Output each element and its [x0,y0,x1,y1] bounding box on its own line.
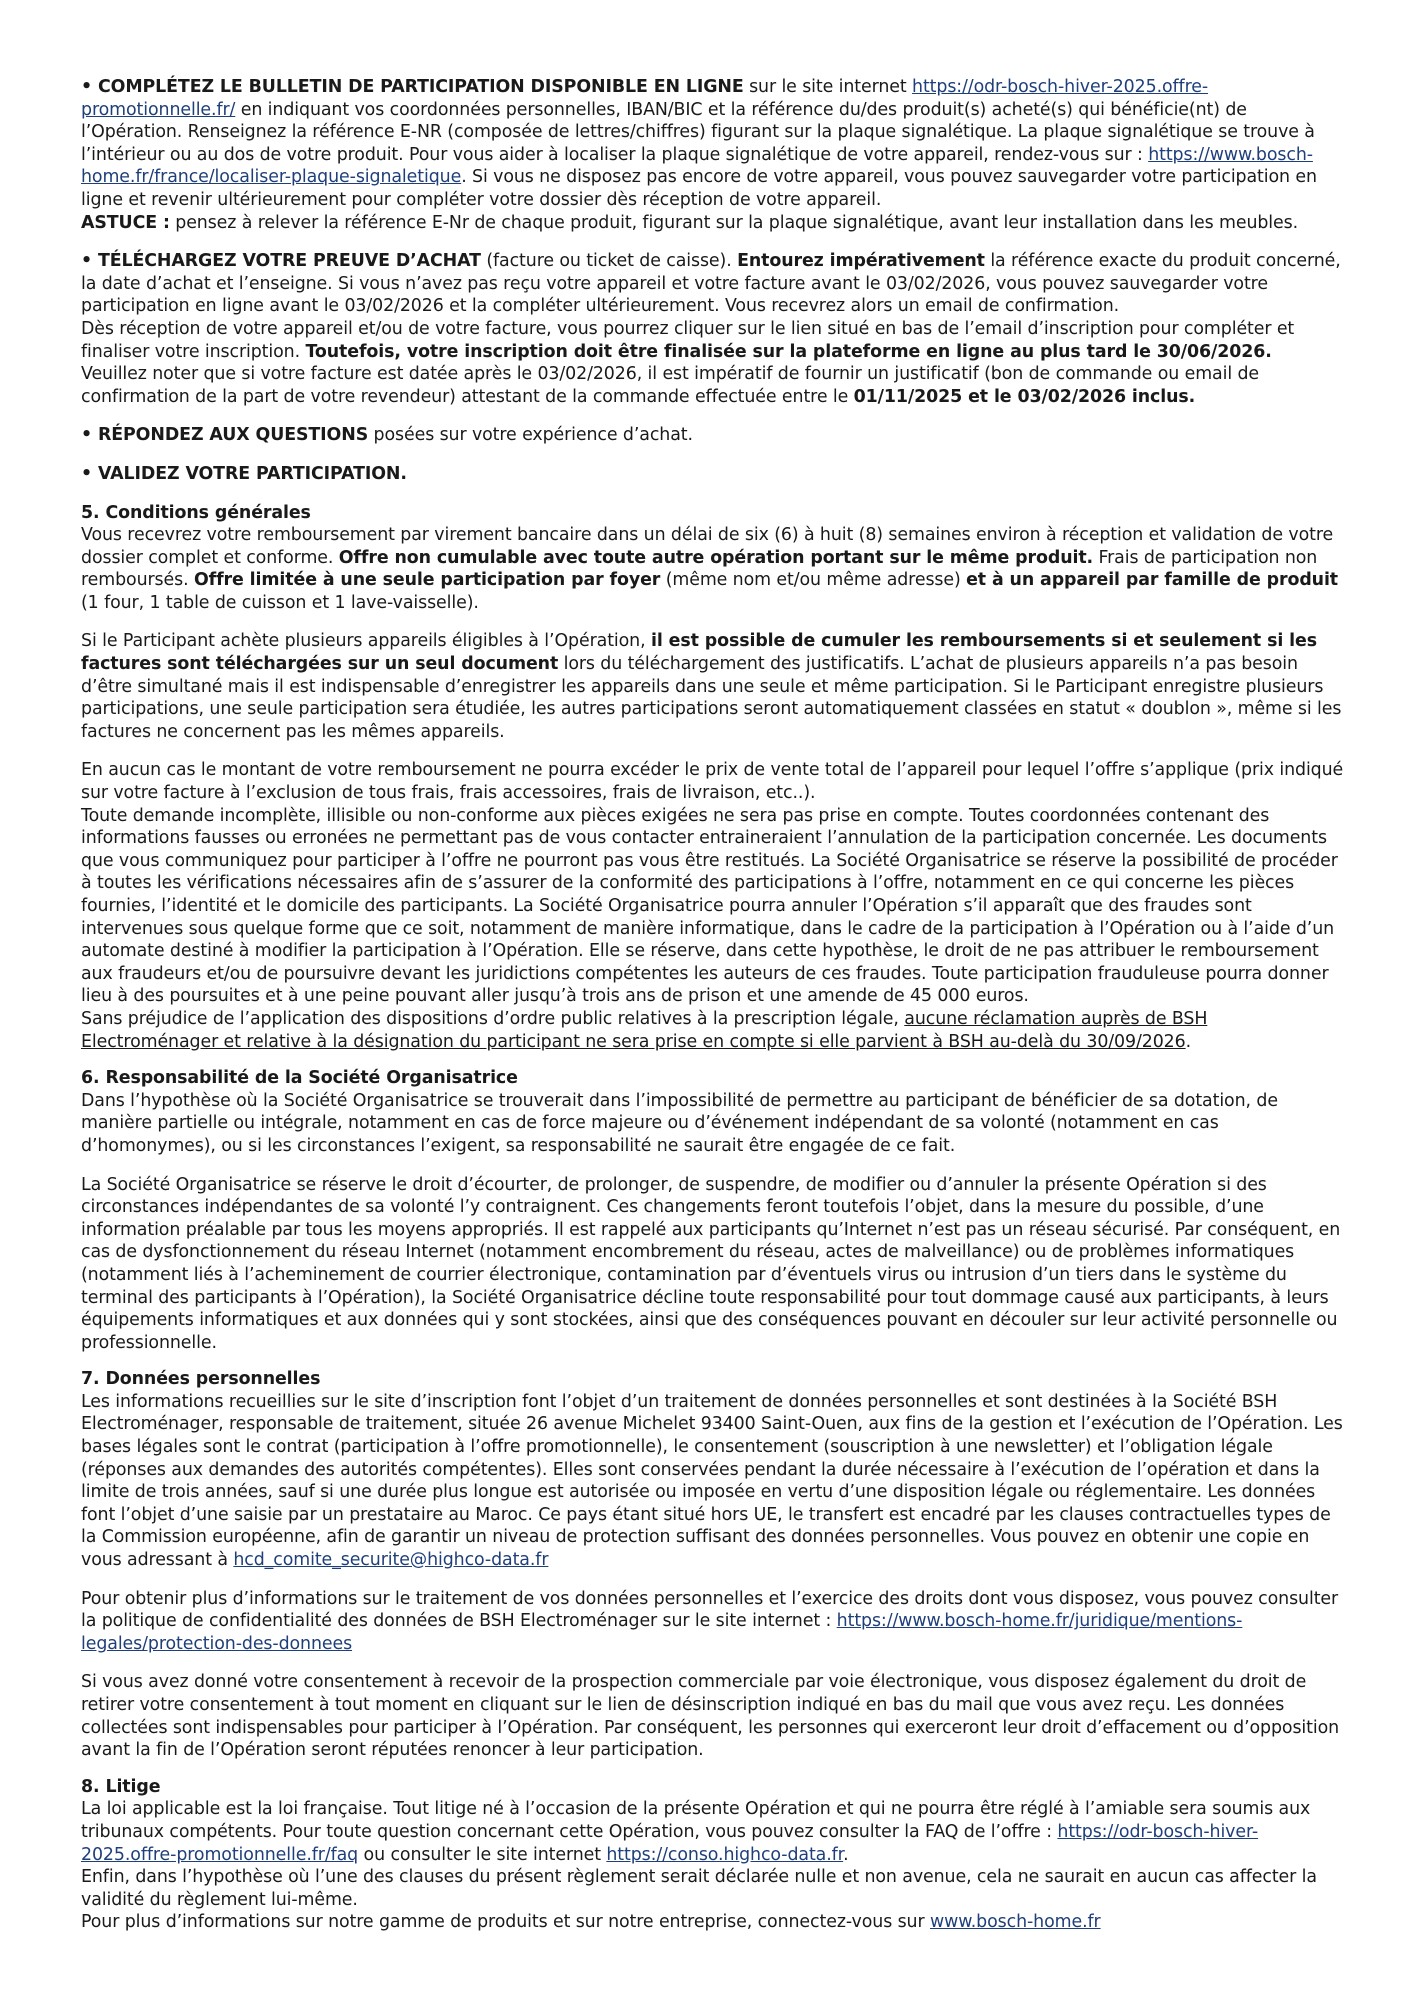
text: (1 four, 1 table de cuisson et 1 lave-vaisselle). [81,592,479,613]
highco-conso-link[interactable]: https://conso.highco-data.fr [606,1844,844,1865]
text: . Si vous ne disposez pas encore de votre appareil, vous pouvez sauvegarder votre participation en ligne et revenir ultérieurement pour compléter votre dossier dès réception de votre appareil. [81,167,1317,210]
paragraph: Si vous avez donné votre consentement à recevoir de la prospection commerciale par voie électronique, vous disposez également du droit de retirer votre consentement à tout moment en cliquant sur le lien de désinscription indiqué en bas du mail que vous avez reçu. Les données collectées sont indispensables pour participer à l’Opération. Par conséquent, les personnes qui exerceront leur droit d’effacement ou d’opposition avant la fin de l’Opération seront réputées renoncer à leur participation. [81,1672,1340,1761]
paragraph [81,630,1346,743]
emphasis: Offre non cumulable avec toute autre opération portant sur le même produit. [338,547,1094,568]
text: ou consulter le site internet [358,1844,607,1865]
paragraph: La Société Organisatrice se réserve le droit d’écourter, de prolonger, de suspendre, de modifier ou d’annuler la présente Opération si des circonstances indépendantes de sa volonté l’y contraignent. Ces changements feront toutefois l’objet, dans la mesure du possible, d’une information préalable par tous les moyens appropriés. Il est rappelé aux participants qu’Internet n’est pas un réseau sécurisé. Par conséquent, en cas de dysfonctionnement du réseau Internet (notamment encombrement du réseau, actes de malveillance) ou de problèmes informatiques (notamment liés à l’acheminement de courrier électronique, contamination par d’éventuels virus ou intrusion d’un tiers dans le système du terminal des participants à l’Opération), la Société Organisatrice décline toute responsabilité pour tout dommage causé aux participants, à leurs équipements informatiques et aux données qui y sont stockées, ainsi que des conséquences pouvant en découler sur leur activité personnelle ou professionnelle. [81,1174,1341,1353]
section-general-conditions [81,502,1346,1054]
deadline-emphasis: Toutefois, votre inscription doit être finalisée sur la plateforme en ligne au plus tard le 30/06/2026. [305,341,1272,362]
paragraph: Toute demande incomplète, illisible ou non-conforme aux pièces exigées ne sera pas prise en compte. Toutes coordonnées contenant des informations fausses ou erronées ne permettant pas de vous contacter entraineraient l’annulation de la participation concernée. Les documents que vous communiquez pour participer à l’offre ne pourront pas vous être restitués. La Société Organisatrice se réserve la possibilité de procéder à toutes les vérifications nécessaires afin de s’assurer de la conformité des participations à l’offre, notamment en ce qui concerne les pièces fournies, l’identité et le domicile des participants. La Société Organisatrice pourra annuler l’Opération s’il apparaît que des fraudes sont intervenues sous quelque forme que ce soit, notamment de manière informatique, dans le cadre de la participation à l’Opération ou à l’aide d’un automate destiné à modifier la participation à l’Opération. Elle se réserve, dans cette hypothèse, le droit de ne pas attribuer le remboursement aux fraudeurs et/ou de poursuivre devant les juridictions compétentes les auteurs de ces fraudes. Toute participation frauduleuse pourra donner lieu à des poursuites et à une peine pouvant aller jusqu’à trois ans de prison et une amende de 45 000 euros. [81,805,1338,1007]
step-validate [81,463,1346,486]
paragraph: Enfin, dans l’hypothèse où l’une des clauses du présent règlement serait déclarée nulle et non avenue, cela ne saurait en aucun cas affecter la validité du règlement lui-même. [81,1867,1317,1910]
text: Dès réception de votre appareil et/ou de votre facture, vous pourrez cliquer sur le lien situé en bas de l’email d’inscription pour compléter et finaliser votre inscription. [81,318,1295,362]
emphasis: Entourez impérativement [737,251,985,272]
text: Veuillez noter que si votre facture est datée après le 03/02/2026, il est impératif de fournir un justificatif (bon de commande ou email de confirmation de la part de votre revendeur) attestant de la commande effectuée entre le [81,364,1260,407]
section-title: 5. Conditions générales [81,502,311,523]
section-title: 8. Litige [81,1776,161,1797]
date-range-emphasis: 01/11/2025 et le 03/02/2026 inclus. [853,386,1196,407]
paragraph [81,1391,1346,1572]
text: Pour obtenir plus d’informations sur le traitement de vos données personnelles et l’exercice des droits dont vous disposez, vous pouvez consulter la politique de confidentialité des données de BSH Electroménager sur le site internet : [81,1588,1339,1632]
text: Si le Participant achète plusieurs appareils éligibles à l’Opération, [81,631,651,652]
paragraph: Dans l’hypothèse où la Société Organisatrice se trouverait dans l’impossibilité de permettre au participant de bénéficier de sa dotation, de manière partielle ou intégrale, notamment en cas de force majeure ou d’événement indépendant de sa volonté (notamment en cas d’homonymes), ou si les circonstances l’exigent, sa responsabilité ne saurait être engagée de ce fait. [81,1090,1278,1156]
finalize-paragraph [81,318,1346,363]
nameplate-locator-link[interactable]: https://www.bosch-home.fr/france/localiser-plaque-signaletique [81,144,1313,188]
emphasis: et à un appareil par famille de produit [966,570,1339,591]
tip-paragraph [81,212,1346,235]
step-complete-form [81,76,1346,212]
section-organizer-liability [81,1067,1346,1354]
text: La loi applicable est la loi française. Tout litige né à l’occasion de la présente Opération et qui ne pourra être réglé à l’amiable sera soumis aux tribunaux compétents. Pour toute question concernant cette Opération, vous pouvez consulter la FAQ de l’offre : [81,1799,1311,1842]
text: en indiquant vos coordonnées personnelles, IBAN/BIC et la référence du/des produit(s) acheté(s) qui bénéficie(nt) de l’Opération. Renseignez la référence E-NR (composée de lettres/chiffres) figurant sur la plaque signalétique. La plaque signalétique se trouve à l’intérieur ou au dos de votre produit. Pour vous aider à localiser la plaque signalétique de votre appareil, rendez-vous sur : [81,99,1315,165]
text: (même nom et/ou même adresse) [660,570,967,591]
text: Les informations recueillies sur le site d’inscription font l’objet d’un traitement de données personnelles et sont destinées à la Société BSH Electroménager, responsable de traitement, située 26 avenue Michelet 93400 Saint-Ouen, aux fins de la gestion et l’exécution de l’Opération. Les bases légales sont le contrat (participation à l’offre promotionnelle), le consentement (souscription à une newsletter) et l’obligation légale (réponses aux demandes des autorités compétentes). Elles sont conservées pendant la durée nécessaire à l’exécution de l’opération et dans la limite de trois années, sauf si une durée plus longue est autorisée ou imposée en vertu d’une disposition légale ou réglementaire. Les données font l’objet d’une saisie par un prestataire au Maroc. Ce pays étant situé hors UE, le transfert est encadré par les clauses contractuelles types de la Commission européenne, afin de garantir un niveau de protection suffisant des données personnelles. Vous pouvez en obtenir une copie en vous adressant à [81,1391,1343,1571]
bosch-home-link[interactable]: www.bosch-home.fr [929,1912,1101,1933]
tip-text: pensez à relever la référence E-Nr de chaque produit, figurant sur la plaque signalétique, avant leur installation dans les meubles. [169,212,1299,233]
text: . [843,1844,849,1865]
section-title: 6. Responsabilité de la Société Organisatrice [81,1068,518,1089]
odr-site-link[interactable]: https://odr-bosch-hiver-2025.offre-promotionnelle.fr/ [81,77,1209,120]
section-personal-data [81,1368,1346,1762]
emphasis: Offre limitée à une seule participation par foyer [193,570,661,591]
section-dispute [81,1776,1346,1934]
tip-label: ASTUCE : [81,212,170,233]
text: la référence exacte du produit concerné, la date d’achat et l’enseigne. Si vous n’avez pas reçu votre appareil et votre facture avant le 03/02/2026, vous pouvez sauvegarder votre participation en ligne avant le 03/02/2026 et la compléter ultérieurement. Vous recevrez alors un email de confirmation. [81,251,1341,317]
step-heading: • TÉLÉCHARGEZ VOTRE PREUVE D’ACHAT [81,251,481,272]
text: lors du téléchargement des justificatifs. L’achat de plusieurs appareils n’a pas besoin d’être simultané mais il est indispensable d’enregistrer les appareils dans une seule et même participation. Si le Participant enregistre plusieurs participations, une seule participation sera étudiée, les autres participations seront automatiquement classées en statut « doublon », même si les factures ne concernent pas les mêmes appareils. [81,654,1342,742]
paragraph [81,524,1346,614]
step-heading: • VALIDEZ VOTRE PARTICIPATION. [81,463,407,484]
step-answer-questions [81,424,1346,447]
privacy-policy-link[interactable]: https://www.bosch-home.fr/juridique/mentions-legales/protection-des-donnees [81,1611,1243,1654]
text: Sans préjudice de l’application des dispositions d’ordre public relatives à la prescription légale, [81,1008,905,1029]
text: sur le site internet [743,77,913,97]
text: (facture ou ticket de caisse). [480,251,738,272]
text: Vous recevrez votre remboursement par virement bancaire dans un délai de six (6) à huit (8) semaines environ à réception et validation de votre dossier complet et conforme. [81,525,1334,568]
paragraph [81,1588,1346,1656]
text: posées sur votre expérience d’achat. [368,425,693,446]
paragraph [81,1798,1346,1866]
text: Pour plus d’informations sur notre gamme de produits et sur notre entreprise, connectez-vous sur [81,1912,930,1933]
step-heading: • RÉPONDEZ AUX QUESTIONS [81,425,369,446]
step-heading: • COMPLÉTEZ LE BULLETIN DE PARTICIPATION DISPONIBLE EN LIGNE [81,77,744,97]
paragraph: En aucun cas le montant de votre remboursement ne pourra excéder le prix de vente total de l’appareil pour lequel l’offre s’applique (prix indiqué sur votre facture à l’exclusion de tous frais, frais accessoires, frais de livraison, etc..). [81,760,1344,804]
text: Frais de participation non remboursés. [81,547,1318,591]
security-email-link[interactable]: hcd_comite_securite@highco-data.fr [233,1550,549,1571]
claim-deadline-underlined: aucune réclamation auprès de BSH Electroménager et relative à la désignation du participant ne sera prise en compte si elle parvient à BSH au-delà du 30/09/2026 [81,1008,1208,1052]
emphasis: il est possible de cumuler les remboursements si et seulement si les factures sont téléchargées sur un seul document [81,631,1317,675]
faq-link[interactable]: https://odr-bosch-hiver-2025.offre-promotionnelle.fr/faq [81,1821,1259,1865]
step-upload-proof [81,250,1346,318]
late-invoice-paragraph [81,363,1346,408]
paragraph [81,1911,1346,1934]
section-title: 7. Données personnelles [81,1369,321,1390]
paragraph [81,1008,1346,1053]
text: . [1185,1031,1192,1052]
